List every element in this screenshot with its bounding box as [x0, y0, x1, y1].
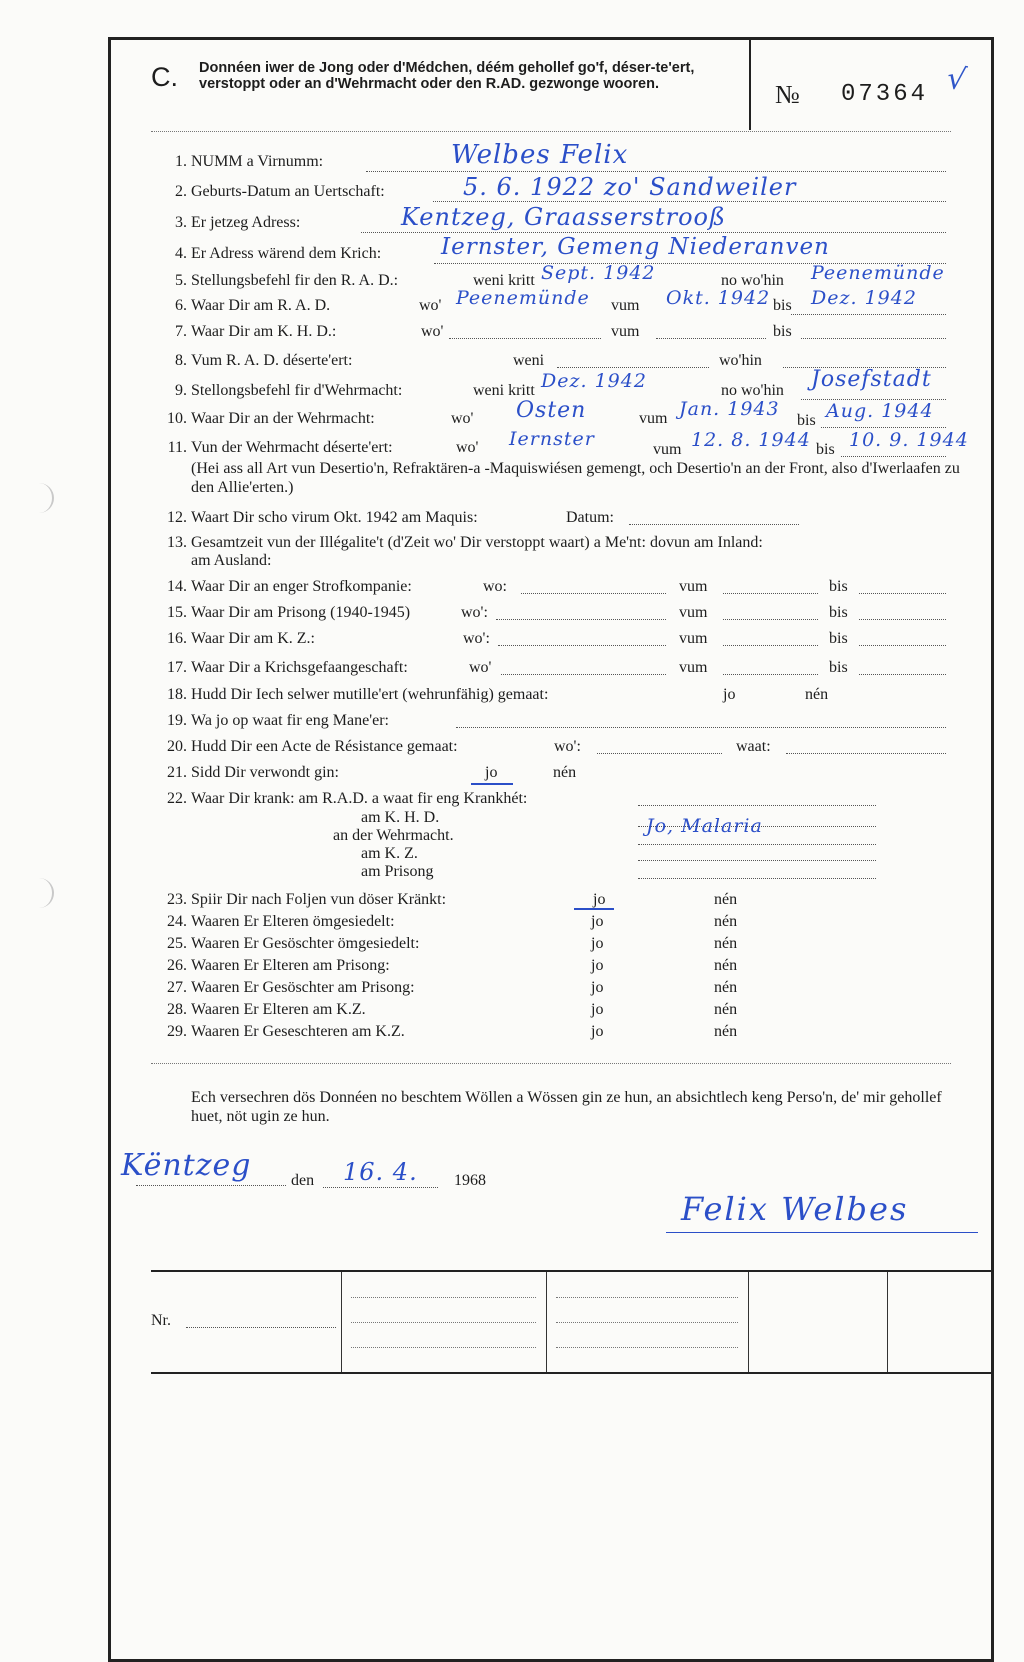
questionnaire-form: C. Donnéen iwer de Jong oder d'Médchen, déém gehollef go'f, déser-te'ert, verstoppt oder an d'Wehrmacht oder den R.AD. gezwonge wooren. № 07364 √ 1. NUMM a Virnumm: Welbes Felix 2. Geburts-Datum an Uertschaft: 5. 6. 1922 zo' Sandweiler 3. Er jetzeg Adress: Kentzeg, Graasserstrooß 4. Er Adress wärend dem Krich: Iernster, Gemeng Niederanven 5. Stellungsbefehl fir den R. A. D.: weni kritt Sept. 1942 no wo'hin Peenemünde 6. Waar Dir am R. A. D. wo' Peenemünde vum Okt. 1942 bis Dez. 1942 7. Waar Dir am K. H. D.: wo' vum bis 8. Vum R. A. D. déserte'ert: weni wo'hin 9. Stellongsbefehl fir d'Wehrmacht: weni kritt Dez. 1942 no wo'hin Josefstadt 10. Waar Dir an der Wehrmacht: wo' Osten vum Jan. 1943 bis Aug. 1944 11. Vun der Wehrmacht déserte'ert: wo' Iernster vum 12. 8. 1944 bis 10. 9. 1944 (Hei ass all Art vun Desertio'n, Refraktären-a -Maquiswiésen gemengt, och Desertio'n an der Front, also d'Iwerlaafen zu den Allie'erten.) 12. Waart Dir scho virum Okt. 1942 am Maquis: Datum: 13. Gesamtzeit vun der Illégalite't (d'Zeit wo' Dir verstoppt waart) a Me'nt: dovun am Inland: am Ausland: 14. Waar Dir an enger Strofkompanie: wo: vum bis 15. Waar Dir am Prisong (1940-1945) wo': vum bis 16. Waar Dir am K. Z.: wo': vum bis 17. Waar Dir a Krichsgefaangeschaft: wo' vum bis 18. Hudd Dir Iech selwer mutille'ert (wehrunfähig) gemaat: jo nén 19. Wa jo op waat fir eng Mane'er: 20. Hudd Dir een Acte de Résistance gemaat: wo': waat: 21. Sidd Dir verwondt gin: jo nén 22. Waar Dir krank: am R.A.D. a waat fir eng Krankhét: am K. H. D. an der Wehrmacht. Jo, Malaria am K. Z. am Prisong 23. Spiir Dir nach Foljen vun döser Kränkt: jo nén 24. Waaren Er Elteren ömgesiedelt: jo nén 25. Waaren Er Gesöschter ömgesiedelt: jo nén 26. Waaren Er Elteren am Prisong: jo nén 27. Waaren Er Gesöschter am Prisong: jo nén 28. Waaren Er Elteren am K.Z. jo nén 29. Waaren Er Geseschteren am K.Z. jo nén Ech versechren dös Donnéen no beschtem Wöllen a Wössen gin ze hun, an absichtlech keng Perso'n, de' mir gehollef huet, nöt ugin ze hun. Këntzeg den 16. 4. 1968 Felix Welbes Nr.: [108, 37, 994, 1662]
answer-rad-where[interactable]: Peenemünde: [811, 262, 945, 284]
answer-line: [801, 338, 946, 339]
selected-underline: [471, 783, 513, 785]
answer-line: [521, 593, 666, 594]
answer-line: [449, 338, 601, 339]
option-nen[interactable]: nén: [714, 935, 738, 952]
answer-wehrmacht-place[interactable]: Osten: [516, 398, 587, 423]
selected-underline: [574, 908, 614, 910]
table-dotted-line: [556, 1322, 738, 1323]
option-jo[interactable]: jo: [591, 935, 604, 952]
option-jo-selected[interactable]: jo: [593, 891, 606, 908]
table-col-divider: [748, 1272, 749, 1372]
section-rule: [151, 1063, 951, 1064]
label-wo: wo': [451, 410, 474, 427]
label-waat: waat:: [736, 738, 771, 755]
signature[interactable]: Felix Welbes: [681, 1190, 909, 1228]
answer-wehrmacht-to[interactable]: Aug. 1944: [826, 400, 934, 422]
answer-line: [723, 619, 818, 620]
label-bis: bis: [829, 630, 848, 647]
answer-war-address[interactable]: Iernster, Gemeng Niederanven: [441, 234, 830, 260]
answer-desertion-to[interactable]: 10. 9. 1944: [849, 429, 969, 451]
table-col-divider: [546, 1272, 547, 1372]
signature-flourish: [666, 1232, 978, 1233]
option-jo[interactable]: jo: [591, 979, 604, 996]
punch-hole: [38, 483, 54, 513]
label-wohin: wo'hin: [719, 352, 762, 369]
label-bis: bis: [829, 578, 848, 595]
label-wo: wo': [421, 323, 444, 340]
label-weni-kritt: weni kritt: [473, 382, 535, 399]
option-jo[interactable]: jo: [591, 1001, 604, 1018]
answer-line: [859, 593, 946, 594]
answer-line: [723, 593, 818, 594]
answer-line: [186, 1327, 336, 1328]
answer-rad-when[interactable]: Sept. 1942: [541, 262, 656, 284]
label-vum: vum: [679, 578, 708, 595]
answer-line: [498, 645, 666, 646]
option-jo[interactable]: jo: [591, 1023, 604, 1040]
answer-line: [638, 844, 876, 845]
answer-rad-to[interactable]: Dez. 1942: [811, 287, 917, 309]
label-wehrmacht: an der Wehrmacht.: [333, 827, 454, 844]
label-am-ausland: am Ausland:: [191, 552, 272, 569]
answer-wehrmacht-when[interactable]: Dez. 1942: [541, 370, 647, 392]
label-bis: bis: [829, 604, 848, 621]
label-vum: vum: [653, 441, 682, 458]
form-title: Donnéen iwer de Jong oder d'Médchen, déém gehollef go'f, déser-te'ert, verstoppt oder an d'Wehrmacht oder den R.AD. gezwonge wooren.: [199, 60, 695, 92]
answer-desertion-from[interactable]: 12. 8. 1944: [691, 429, 811, 451]
header-rule: [151, 131, 951, 132]
label-vum: vum: [639, 410, 668, 427]
label-wo: wo:: [483, 578, 507, 595]
answer-wehrmacht-where[interactable]: Josefstadt: [811, 367, 932, 392]
table-dotted-line: [351, 1322, 536, 1323]
label-vum: vum: [679, 630, 708, 647]
label-bis: bis: [797, 412, 816, 429]
header-divider: [749, 40, 751, 130]
table-dotted-line: [351, 1347, 536, 1348]
label-datum: Datum:: [566, 509, 614, 526]
answer-line: [501, 674, 666, 675]
answer-line: [361, 232, 946, 233]
answer-rad-place[interactable]: Peenemünde: [456, 287, 590, 309]
punch-hole: [38, 878, 54, 908]
label-wo: wo':: [554, 738, 581, 755]
form-number: 07364: [841, 81, 929, 108]
option-nen[interactable]: nén: [805, 686, 829, 703]
answer-line: [496, 619, 666, 620]
answer-address[interactable]: Kentzeg, Graasserstrooß: [401, 203, 726, 231]
option-nen[interactable]: nén: [553, 764, 577, 781]
section-letter: C.: [151, 62, 178, 92]
label-no-wohin: no wo'hin: [721, 272, 784, 289]
label-bis: bis: [773, 323, 792, 340]
office-use-table: [151, 1270, 991, 1374]
option-jo-selected[interactable]: jo: [485, 764, 498, 781]
label-wo: wo':: [463, 630, 490, 647]
label-bis: bis: [829, 659, 848, 676]
option-nen[interactable]: nén: [714, 1023, 738, 1040]
label-wo: wo': [456, 439, 479, 456]
option-jo[interactable]: jo: [591, 913, 604, 930]
option-jo[interactable]: jo: [723, 686, 736, 703]
label-wo: wo':: [461, 604, 488, 621]
label-vum: vum: [611, 297, 640, 314]
table-dotted-line: [556, 1347, 738, 1348]
answer-line: [629, 524, 799, 525]
label-wo: wo': [469, 659, 492, 676]
answer-line: [323, 1187, 438, 1188]
label-vum: vum: [679, 659, 708, 676]
label-weni: weni: [513, 352, 545, 369]
answer-line: [638, 805, 876, 806]
label-nr: Nr.: [151, 1312, 171, 1329]
answer-line: [366, 171, 946, 172]
label-bis: bis: [773, 297, 792, 314]
declaration-text: Ech versechren dös Donnéen no beschtem Wöllen a Wössen gin ze hun, an absichtlech keng Perso'n, de' mir gehollef huet, nöt ugin ze hun.: [191, 1089, 942, 1125]
label-kz: am K. Z.: [361, 845, 418, 862]
answer-wehrmacht-from[interactable]: Jan. 1943: [679, 398, 780, 420]
label-prisong: am Prisong: [361, 863, 434, 880]
answer-line: [791, 314, 946, 315]
table-dotted-line: [351, 1297, 536, 1298]
answer-line: [433, 201, 946, 202]
answer-line: [821, 427, 946, 428]
label-weni-kritt: weni kritt: [473, 272, 535, 289]
label-den: den: [291, 1172, 315, 1189]
option-jo[interactable]: jo: [591, 957, 604, 974]
label-vum: vum: [611, 323, 640, 340]
signing-date[interactable]: 16. 4.: [343, 1158, 418, 1186]
table-col-divider: [341, 1272, 342, 1372]
table-dotted-line: [556, 1297, 738, 1298]
answer-desertion-place[interactable]: Iernster: [509, 428, 595, 450]
check-mark-icon: √: [944, 60, 969, 99]
option-nen[interactable]: nén: [714, 957, 738, 974]
answer-line: [786, 753, 946, 754]
answer-line: [723, 674, 818, 675]
desertion-note: (Hei ass all Art vun Desertio'n, Refraktären-a -Maquiswiésen gemengt, och Desertio'n an der Front, also d'Iwerlaafen zu den Allie'erten.): [191, 460, 960, 496]
signing-place[interactable]: Këntzeg: [121, 1148, 252, 1183]
answer-line: [557, 367, 709, 368]
answer-illness-wehrmacht[interactable]: Jo, Malaria: [646, 815, 763, 837]
answer-line: [859, 645, 946, 646]
signing-year: 1968: [454, 1172, 486, 1189]
answer-line: [859, 619, 946, 620]
answer-rad-from[interactable]: Okt. 1942: [666, 287, 771, 309]
answer-line: [638, 860, 876, 861]
answer-line: [656, 338, 766, 339]
answer-birth[interactable]: 5. 6. 1922 zo' Sandweiler: [463, 173, 797, 201]
answer-line: [723, 645, 818, 646]
option-nen[interactable]: nén: [714, 891, 738, 908]
option-nen[interactable]: nén: [714, 1001, 738, 1018]
table-col-divider: [887, 1272, 888, 1372]
option-nen[interactable]: nén: [714, 913, 738, 930]
label-khd: am K. H. D.: [361, 809, 440, 826]
form-header: [111, 40, 991, 132]
answer-line: [638, 878, 876, 879]
answer-line: [456, 727, 946, 728]
answer-line: [136, 1185, 286, 1186]
answer-line: [597, 753, 722, 754]
label-vum: vum: [679, 604, 708, 621]
option-nen[interactable]: nén: [714, 979, 738, 996]
answer-name[interactable]: Welbes Felix: [451, 140, 629, 170]
answer-line: [859, 674, 946, 675]
label-no-wohin: no wo'hin: [721, 382, 784, 399]
answer-line: [841, 456, 946, 457]
label-bis: bis: [816, 441, 835, 458]
label-wo: wo': [419, 297, 442, 314]
number-sign: №: [775, 80, 800, 109]
